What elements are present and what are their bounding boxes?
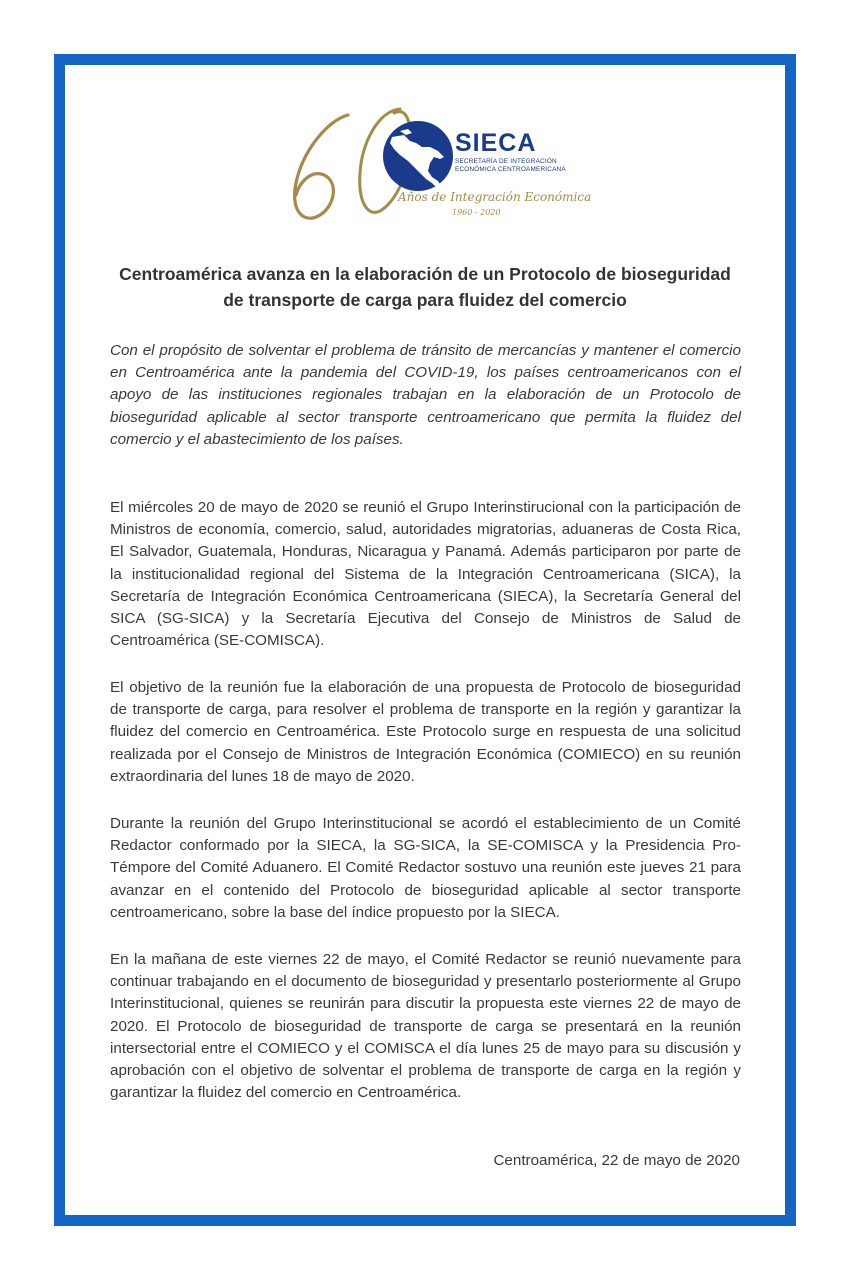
anniversary-text: Años de Integración Económica (398, 190, 592, 204)
body-paragraph-4: En la mañana de este viernes 22 de mayo, el Comité Redactor se reunió nuevamente para continuar trabajando en el documento de bioseguridad y presentarlo posteriormente al Grupo Interinstitucional, quienes se reunirán para discutir la propuesta este viernes 22 de mayo de 2020. El Protocolo de bioseguridad de transporte de carga se presentará en la reunión intersectorial entre el COMIECO y el COMISCA el día lunes 25 de mayo para su discusión y aprobación con el objetivo de solventar el problema de transporte de carga en la región y garantizar la fluidez del comercio en Centroamérica. (110, 951, 741, 1102)
document-title: Centroamérica avanza en la elaboración de un Protocolo de bioseguridad de transporte de carga para fluidez del comercio (119, 264, 731, 310)
body-paragraph-3: Durante la reunión del Grupo Interinstitucional se acordó el establecimiento de un Comité Redactor conformado por la SIECA, la SG-SICA, la SE-COMISCA y la Presidencia Pro-Témpore del Comité Aduanero. El Comité Redactor sostuvo una reunión este jueves 21 para avanzar en el contenido del Protocolo de bioseguridad aplicable al sector transporte centroamericano, sobre la base del índice propuesto por la SIECA. (110, 815, 741, 921)
brand-subtitle-line2: ECONÓMICA CENTROAMERICANA (455, 166, 566, 173)
brand-subtitle-line1: SECRETARÍA DE INTEGRACIÓN (455, 158, 557, 165)
anniversary-years: 1960 - 2020 (452, 208, 501, 217)
intro-paragraph: Con el propósito de solventar el problema de tránsito de mercancías y mantener el comercio en Centroamérica ante la pandemia del COVID-19, los países centroamericanos con el apoyo de las instituciones regionales trabajan en la elaboración de un Protocolo de bioseguridad aplicable al sector transporte centroamericano que permita la fluidez del comercio y el abastecimiento de los países. (110, 342, 741, 448)
body-paragraph-2: El objetivo de la reunión fue la elaboración de una propuesta de Protocolo de bioseguridad de transporte de carga, para resolver el problema de transporte en la región y garantizar la fluidez del comercio en Centroamérica. Este Protocolo surge en respuesta de una solicitud realizada por el Consejo de Ministros de Integración Económica (COMIECO) en su reunión extraordinaria del lunes 18 de mayo de 2020. (110, 679, 741, 785)
dateline: Centroamérica, 22 de mayo de 2020 (493, 1152, 740, 1169)
brand-name: SIECA (455, 129, 537, 157)
brand-subtitle (455, 158, 566, 174)
body-paragraph-1: El miércoles 20 de mayo de 2020 se reunió el Grupo Interinstirucional con la participación de Ministros de economía, comercio, salud, autoridades migratorias, aduaneras de Costa Rica, El Salvador, Guatemala, Honduras, Nicaragua y Panamá. Además participaron por parte de la institucionalidad regional del Sistema de la Integración Centroamericana (SICA), la Secretaría de Integración Económica Centroamericana (SIECA), la Secretaría General del SICA (SG-SICA) y la Secretaría Ejecutiva del Consejo de Ministros de Salud de Centroamérica (SE-COMISCA). (110, 499, 741, 650)
